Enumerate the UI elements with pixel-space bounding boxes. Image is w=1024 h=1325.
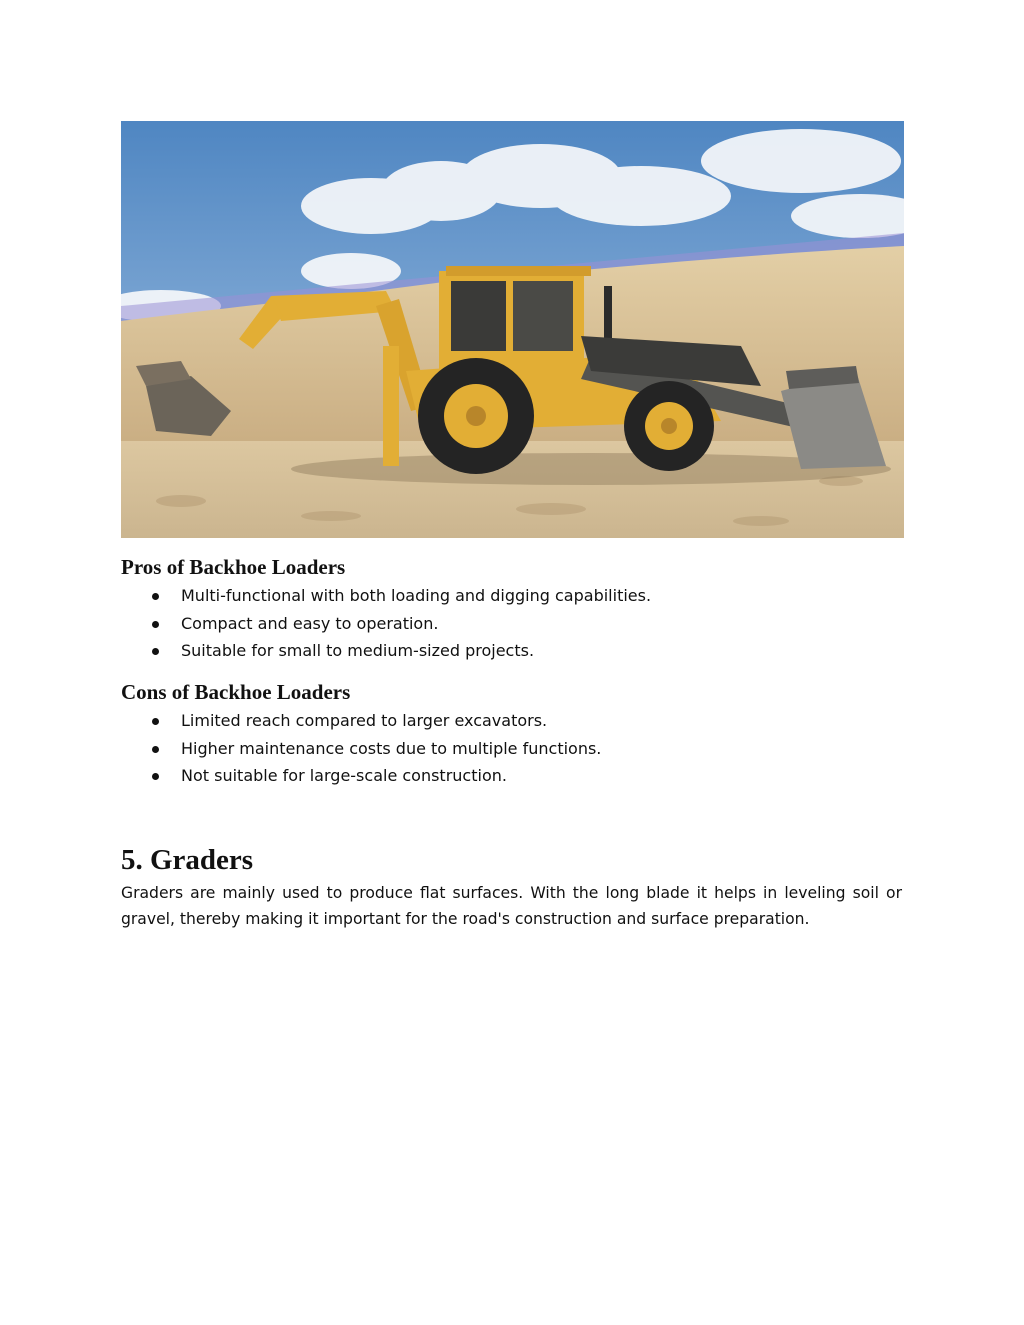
- bullet-icon: [152, 718, 159, 725]
- list-item: [121, 582, 651, 610]
- bullet-icon: [152, 773, 159, 780]
- cons-list: [121, 707, 601, 790]
- graders-heading: 5. Graders: [121, 844, 254, 876]
- list-item-text: Suitable for small to medium-sized projects.: [181, 641, 535, 660]
- list-item: [121, 735, 601, 763]
- list-item: [121, 610, 651, 638]
- bullet-icon: [152, 648, 159, 655]
- list-item-text: Higher maintenance costs due to multiple functions.: [181, 738, 602, 758]
- pros-heading: Pros of Backhoe Loaders: [121, 555, 346, 579]
- bullet-icon: [152, 621, 159, 628]
- pros-list: [121, 582, 651, 665]
- list-item: [121, 707, 601, 735]
- list-item-text: Compact and easy to operation.: [181, 613, 439, 633]
- list-item: [121, 637, 651, 665]
- graders-paragraph: Graders are mainly used to produce flat surfaces. With the long blade it helps in leveling soil or gravel, thereby making it important for the road's construction and surface preparation.: [121, 884, 902, 928]
- cons-heading: Cons of Backhoe Loaders: [121, 680, 351, 704]
- list-item-text: Multi-functional with both loading and digging capabilities.: [181, 586, 652, 605]
- list-item-text: Limited reach compared to larger excavators.: [181, 711, 548, 730]
- backhoe-loader-photo: [121, 121, 904, 538]
- list-item-text: Not suitable for large-scale construction.: [181, 766, 507, 785]
- bullet-icon: [152, 746, 159, 753]
- bullet-icon: [152, 593, 159, 600]
- list-item: [121, 762, 601, 790]
